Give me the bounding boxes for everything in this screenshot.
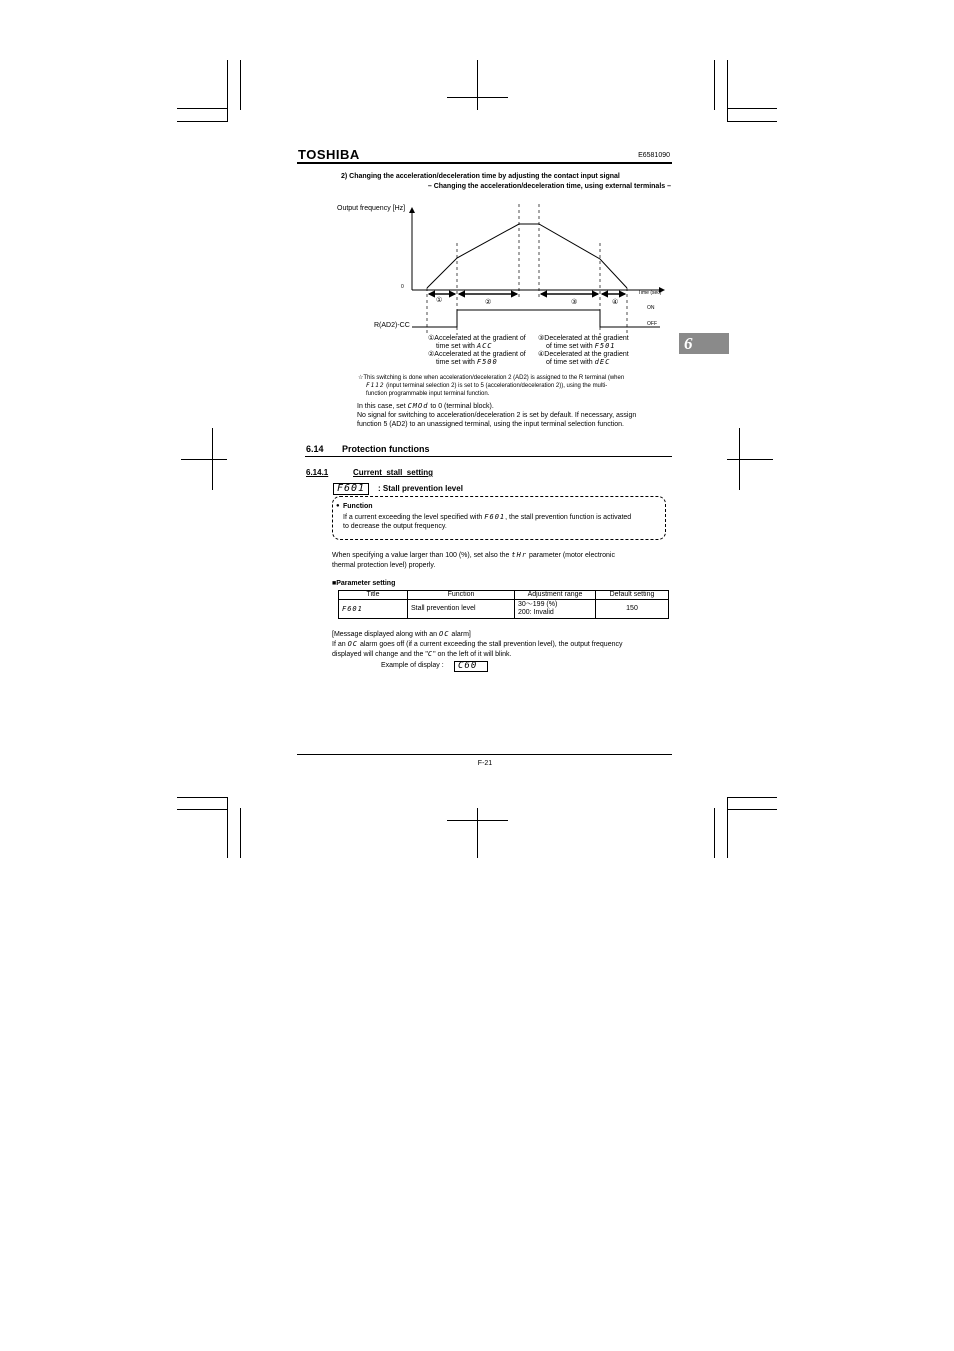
parameter-code-box: F601 [333, 483, 369, 495]
phase-4-label: ④ [612, 299, 619, 306]
on-label: ON [647, 305, 655, 311]
f112-code: F112 [366, 382, 385, 389]
acc-code: ACC [476, 342, 493, 350]
table-row [339, 600, 669, 619]
oc-code: OC [439, 630, 450, 638]
origin-label: 0 [401, 284, 404, 290]
table-header: Function [408, 591, 515, 600]
section-subheading: – Changing the acceleration/deceleration time, using external terminals – [427, 183, 671, 190]
page-number: F-21 [477, 760, 493, 767]
function-text-1: If a current exceeding the level specified with F601, the stall prevention function is activated [343, 513, 632, 521]
chapter-number: 6 [684, 334, 693, 353]
star-note: ☆This switching is done when acceleration/deceleration 2 (AD2) is assigned to the R terminal (when F112 (input terminal selection 2) is set to 5 (acceleration/deceleration 2)), using the multi- function programmable input terminal function. [358, 375, 625, 397]
section-number: 6.14 [306, 444, 324, 454]
parameter-table [338, 590, 669, 619]
legend-4-line-1: ④Decelerated at the gradient [538, 351, 629, 358]
table-header: Title [339, 591, 408, 600]
f501-code: F501 [594, 342, 616, 350]
c-code: C [427, 650, 434, 658]
table-header: Default setting [596, 591, 669, 600]
section-rule [305, 456, 672, 457]
oc-code: OC [347, 640, 359, 648]
footer-rule [297, 754, 672, 755]
table-cell-function: Stall prevention level [408, 600, 515, 619]
spec-text-1: When specifying a value larger than 100 (%), set also the tHr parameter (motor electronic [332, 551, 615, 559]
signal-line [412, 310, 660, 327]
bullet-icon: ● [336, 503, 340, 509]
timing-diagram [330, 195, 675, 335]
header-rule [297, 162, 672, 164]
legend-2-line-1: ②Accelerated at the gradient of [428, 351, 526, 358]
parameter-setting-heading: ■Parameter setting [332, 580, 396, 587]
table-cell-title: F601 [339, 600, 408, 619]
dec-code: dEC [594, 358, 611, 366]
thr-code: tHr [511, 551, 528, 559]
example-display-box: C60 [454, 661, 488, 672]
message-line-3: displayed will change and the "C" on the left of it will blink. [332, 650, 512, 658]
y-axis-label: Output frequency [Hz] [337, 205, 406, 212]
f601-inline-code: F601 [484, 513, 506, 521]
table-header: Adjustment range [515, 591, 596, 600]
brand-logo: TOSHIBA [298, 147, 360, 162]
cmod-code: CMOd [407, 402, 429, 410]
f500-code: F500 [476, 358, 498, 366]
parameter-title: : Stall prevention level [378, 484, 463, 493]
phase-1-label: ① [436, 297, 443, 304]
message-line-1: [Message displayed along with an OC alarm] [332, 630, 471, 638]
spec-text-2: thermal protection level) properly. [332, 562, 436, 569]
chapter-tab [679, 333, 729, 354]
message-line-2: If an OC alarm goes off (if a current exceeding the stall prevention level), the output frequency [332, 640, 623, 648]
document-number: E6581090 [638, 152, 670, 159]
function-text-2: to decrease the output frequency. [343, 523, 447, 530]
legend-2-line-2: time set with F500 [436, 358, 498, 366]
function-heading: Function [343, 503, 373, 510]
default-signal-note: No signal for switching to acceleration/deceleration 2 is set by default. If necessary, assign function 5 (AD2) to an unassigned terminal, using the input terminal selection function. [357, 412, 637, 428]
phase-3-label: ③ [571, 299, 578, 306]
off-label: OFF [647, 321, 657, 327]
legend-3-line-1: ③Decelerated at the gradient [538, 335, 629, 342]
subsection-title: Current stall setting [353, 468, 434, 477]
phase-2-label: ② [485, 299, 492, 306]
subsection-number: 6.14.1 [306, 468, 329, 477]
legend-1-line-2: time set with ACC [436, 342, 493, 350]
case-note: In this case, set CMOd to 0 (terminal block). [357, 402, 494, 410]
time-axis-label: Time (sec) [638, 290, 662, 296]
legend-4-line-2: of time set with dEC [546, 358, 611, 366]
table-cell-default: 150 [596, 600, 669, 619]
table-cell-range: 30～199 (%) 200: Invalid [515, 600, 596, 619]
legend-3-line-2: of time set with F501 [546, 342, 616, 350]
legend-1-line-1: ①Accelerated at the gradient of [428, 335, 526, 342]
section-title: Protection functions [342, 444, 430, 454]
signal-label: R(AD2)-CC [374, 322, 410, 329]
example-label: Example of display : [381, 662, 444, 669]
section-heading: 2) Changing the acceleration/deceleration time by adjusting the contact input signal [341, 173, 620, 180]
